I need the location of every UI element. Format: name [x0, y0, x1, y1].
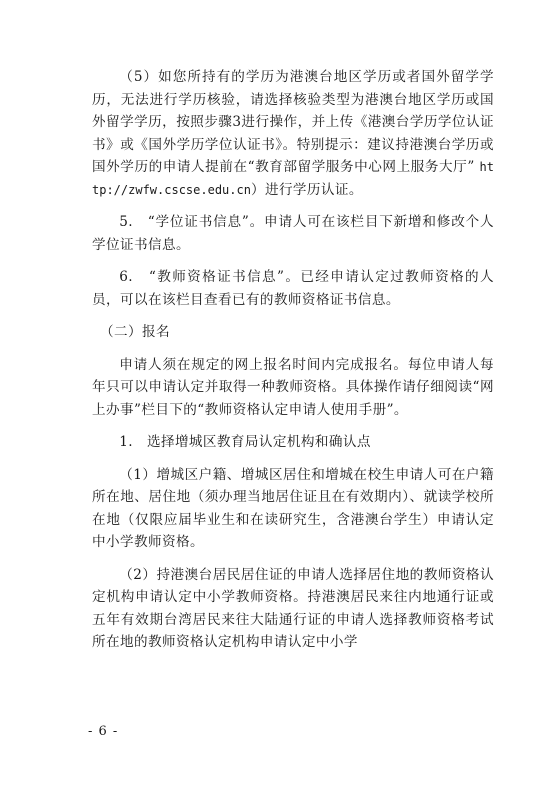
- text-segment: 5. “学位证书信息”。申请人可在该栏目下新增和修改个人学位证书信息。: [92, 214, 494, 253]
- paragraph-local-applicants: [92, 464, 494, 554]
- document-body: [92, 66, 494, 654]
- paragraph-hk-macau-taiwan-applicants: [92, 564, 494, 654]
- section-heading-registration: [92, 321, 494, 344]
- text-segment: （2）持港澳台居民居住证的申请人选择居住地的教师资格认定机构申请认定中小学教师资格。持港澳居民来往内地通行证或五年有效期台湾居民来往大陆通行证的申请人选择教师资格考试所在地的教师资格认定机构申请认定中小学: [92, 566, 494, 650]
- paragraph-qualification-note: [92, 66, 494, 201]
- service-hall-link[interactable]: http://zwfw.cscse.edu.cn: [92, 160, 494, 197]
- paragraph-degree-info: [92, 211, 494, 256]
- paragraph-registration-rules: [92, 354, 494, 422]
- paragraph-certificate-info: [92, 266, 494, 311]
- text-segment: 申请人须在规定的网上报名时间内完成报名。每位申请人每年只可以申请认定并取得一种教师资格。具体操作请仔细阅读“网上办事”栏目下的“教师资格认定申请人使用手册”。: [92, 356, 494, 418]
- text-segment: （二）报名: [100, 324, 170, 340]
- text-segment: （1）增城区户籍、增城区居住和增城在校生申请人可在户籍所在地、居住地（须办理当地居住证且在有效期内）、就读学校所在地（仅限应届毕业生和在读研究生，含港澳台学生）申请认定中小学教师资格。: [92, 466, 494, 550]
- text-segment: 1. 选择增城区教育局认定机构和确认点: [119, 434, 371, 450]
- text-segment: 6. “教师资格证书信息”。已经申请认定过教师资格的人员，可以在该栏目查看已有的教师资格证书信息。: [92, 269, 494, 308]
- paragraph-select-agency: [92, 431, 494, 454]
- text-segment: （5）如您所持有的学历为港澳台地区学历或者国外留学学历，无法进行学历核验，请选择核验类型为港澳台地区学历或国外留学学历，按照步骤3进行操作，并上传《港澳台学历学位认证书》或《国外学历学位认证书》。特别提示：建议持港澳台学历或国外学历的申请人提前在“教育部留学服务中心网上服务大厅”: [92, 69, 494, 175]
- page-number: - 6 -: [88, 724, 119, 739]
- text-segment: ）进行学历认证。: [250, 181, 363, 198]
